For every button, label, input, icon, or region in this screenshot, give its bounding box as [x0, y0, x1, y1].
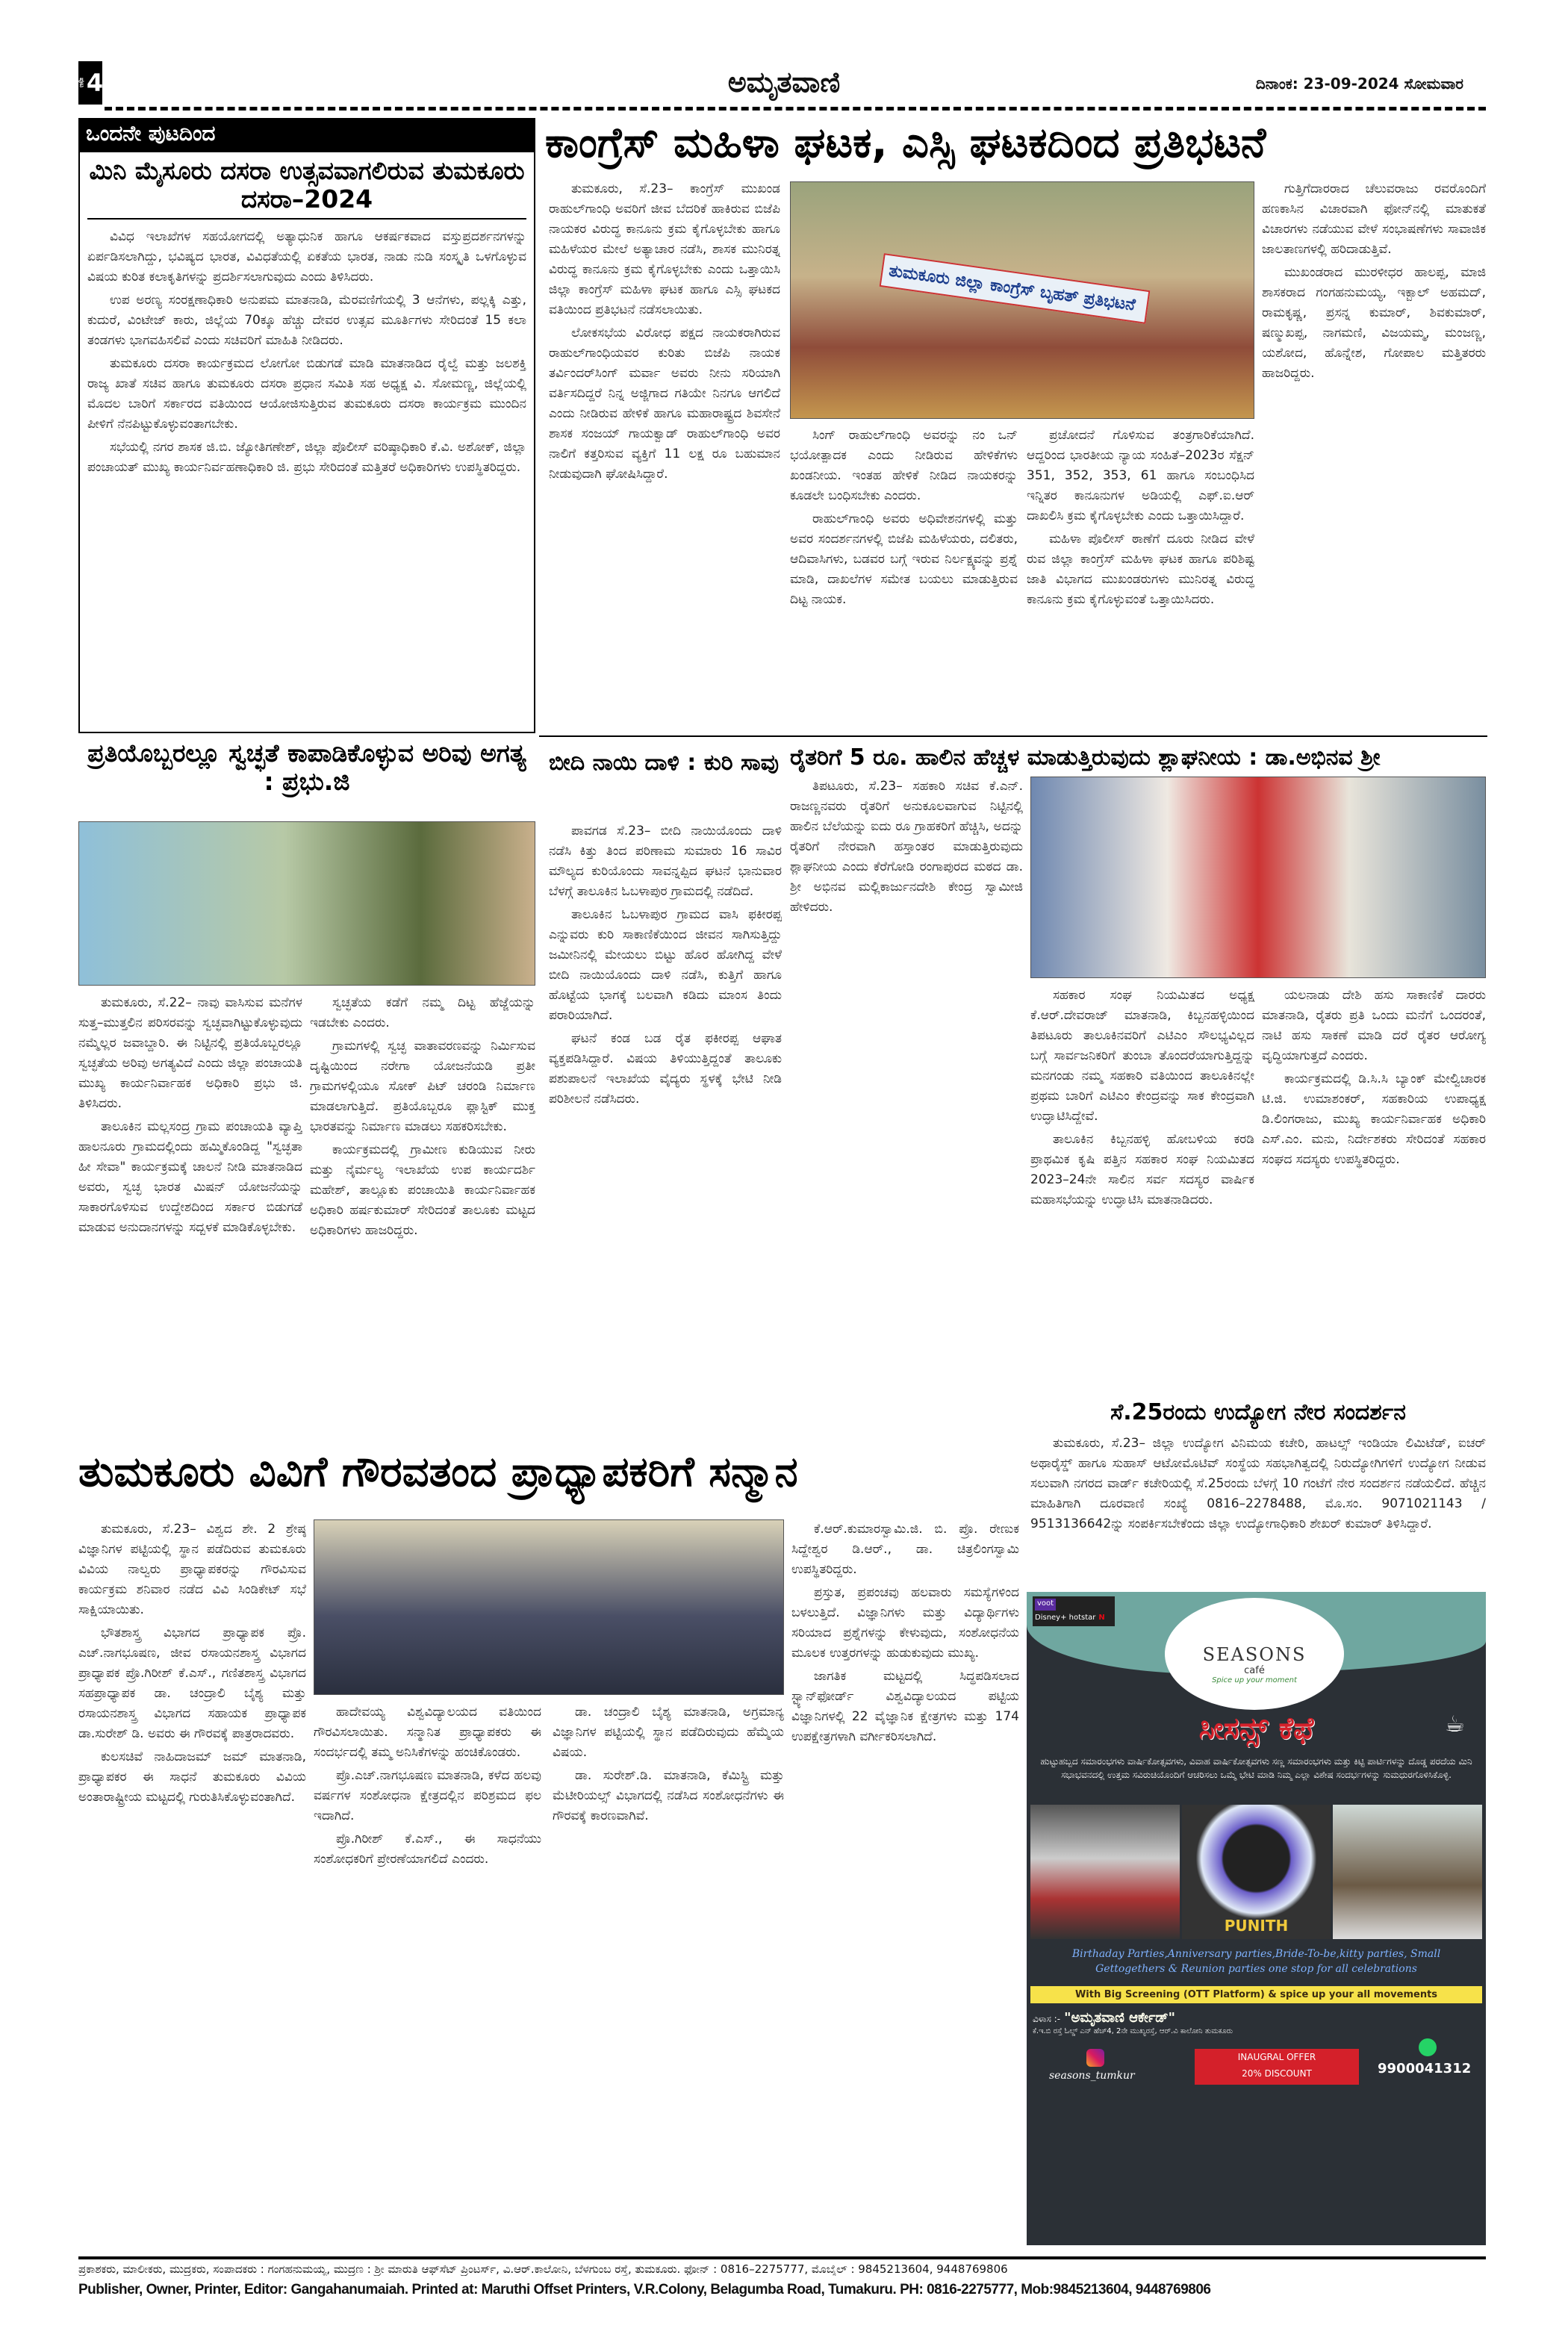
swachhata-col-1: ತುಮಕೂರು, ಸೆ.22– ನಾವು ವಾಸಿಸುವ ಮನೆಗಳ ಸುತ್ತ–ಮುತ್ತಲಿನ ಪರಿಸರವನ್ನು ಸ್ವಚ್ಛವಾಗಿಟ್ಟುಕೊಳ್ಳುವುದು ನಮ್ಮೆಲ್ಲರ ಜವಾಬ್ದಾರಿ. ಈ ನಿಟ್ಟಿನಲ್ಲಿ ಪ್ರತಿಯೊಬ್ಬರಲ್ಲೂ ಸ್ವಚ್ಛತೆಯ ಅರಿವು ಅಗತ್ಯವಿದೆ ಎಂದು ಜಿಲ್ಲಾ ಪಂಚಾಯತಿ ಮುಖ್ಯ ಕಾರ್ಯನಿರ್ವಾಹಕ ಅಧಿಕಾರಿ ಪ್ರಭು ಜಿ. ತಿಳಿಸಿದರು. ತಾಲೂಕಿನ ಮಲ್ಲಸಂದ್ರ ಗ್ರಾಮ ಪಂಚಾಯತಿ ವ್ಯಾಪ್ತಿ ಹಾಲನೂರು ಗ್ರಾಮದಲ್ಲಿಂದು ಹಮ್ಮಿಕೊಂಡಿದ್ದ "ಸ್ವಚ್ಛತಾ ಹೀ ಸೇವಾ" ಕಾರ್ಯಕ್ರಮಕ್ಕೆ ಚಾಲನೆ ನೀಡಿ ಮಾತನಾಡಿದ ಅವರು, ಸ್ವಚ್ಛ ಭಾರತ ಮಿಷನ್ ಯೋಜನೆಯನ್ನು ಸಾಕಾರಗೊಳಿಸುವ ಉದ್ದೇಶದಿಂದ ಸರ್ಕಾರ ಬಿಡುಗಡೆ ಮಾಡುವ ಅನುದಾನಗಳನ್ನು ಸದ್ಬಳಕೆ ಮಾಡಿಕೊಳ್ಳಬೇಕು.: [78, 995, 302, 1235]
paper-name: ಅಮೃತವಾಣಿ: [727, 66, 841, 99]
milk-col-1: ತಿಪಟೂರು, ಸೆ.23– ಸಹಕಾರಿ ಸಚಿವ ಕೆ.ಎನ್. ರಾಜಣ್ಣನವರು ರೈತರಿಗೆ ಅನುಕೂಲವಾಗುವ ನಿಟ್ಟಿನಲ್ಲಿ ಹಾಲಿನ ಬೆಲೆಯನ್ನು ಐದು ರೂ ಗ್ರಾಹಕರಿಗೆ ಹೆಚ್ಚಿಸಿ, ಅದನ್ನು ರೈತರಿಗೆ ನೇರವಾಗಿ ಹಸ್ತಾಂತರ ಮಾಡುತ್ತಿರುವುದು ಶ್ಲಾಘನೀಯ ಎಂದು ಕೆರೆಗೋಡಿ ರಂಗಾಪುರದ ಮಠದ ಡಾ. ಶ್ರೀ ಅಭಿನವ ಮಲ್ಲಿಕಾರ್ಜುನದೇಶಿ ಕೇಂದ್ರ ಸ್ವಾಮೀಜಿ ಹೇಳಿದರು.: [790, 779, 1023, 915]
jobs-headline: ಸೆ.25ರಂದು ಉದ್ಯೋಗ ನೇರ ಸಂದರ್ಶನ: [1110, 1399, 1406, 1425]
coffee-cup-icon: ☕: [1445, 1711, 1465, 1737]
felicitation-headline: ತುಮಕೂರು ವಿವಿಗೆ ಗೌರವತಂದ ಪ್ರಾಧ್ಯಾಪಕರಿಗೆ ಸನ್ಮಾನ: [78, 1448, 798, 1496]
footer-english: Publisher, Owner, Printer, Editor: Gangahanumaiah. Printed at: Maruthi Offset Printers, V.R.Colony, Belagumba Road, Tumakuru. PH: 0816-2275777, Mob:9845213604, 9448769806: [78, 2282, 1211, 2297]
felicitation-col-1: ತುಮಕೂರು, ಸೆ.23– ವಿಶ್ವದ ಶೇ. 2 ಶ್ರೇಷ್ಠ ವಿಜ್ಞಾನಿಗಳ ಪಟ್ಟಿಯಲ್ಲಿ ಸ್ಥಾನ ಪಡೆದಿರುವ ತುಮಕೂರು ವಿವಿಯ ನಾಲ್ವರು ಪ್ರಾಧ್ಯಾಪಕರನ್ನು ಗೌರವಿಸುವ ಕಾರ್ಯಕ್ರಮ ಶನಿವಾರ ನಡೆದ ವಿವಿ ಸಿಂಡಿಕೇಟ್ ಸಭೆ ಸಾಕ್ಷಿಯಾಯಿತು. ಭೌತಶಾಸ್ತ್ರ ವಿಭಾಗದ ಪ್ರಾಧ್ಯಾಪಕ ಪ್ರೊ. ಎಚ್.ನಾಗಭೂಷಣ, ಜೀವ ರಸಾಯನಶಾಸ್ತ್ರ ವಿಭಾಗದ ಪ್ರಾಧ್ಯಾಪಕ ಪ್ರೊ.ಗಿರೀಶ್ ಕೆ.ಎಸ್., ಗಣಿತಶಾಸ್ತ್ರ ವಿಭಾಗದ ಸಹಪ್ರಾಧ್ಯಾಪಕ ಡಾ. ಚಂದ್ರಾಲಿ ಬೈಶ್ಯ ಮತ್ತು ರಸಾಯನಶಾಸ್ತ್ರ ವಿಭಾಗದ ಸಹಾಯಕ ಪ್ರಾಧ್ಯಾಪಕ ಡಾ.ಸುರೇಶ್ ಡಿ. ಅವರು ಈ ಗೌರವಕ್ಕೆ ಪಾತ್ರರಾದವರು. ಕುಲಸಚಿವೆ ನಾಹಿದಾಜಮ್ ಜಮ್ ಮಾತನಾಡಿ, ಪ್ರಾಧ್ಯಾಪಕರ ಈ ಸಾಧನೆ ತುಮಕೂರು ವಿವಿಯ ಅಂತಾರಾಷ್ಟ್ರೀಯ ಮಟ್ಟದಲ್ಲಿ ಗುರುತಿಸಿಕೊಳ್ಳುವಂತಾಗಿದೆ.: [78, 1522, 306, 1805]
whatsapp-icon: [1419, 2038, 1437, 2056]
lead-headline: ಕಾಂಗ್ರೆಸ್ ಮಹಿಳಾ ಘಟಕ, ಎಸ್ಸಿ ಘಟಕದಿಂದ ಪ್ರತಿಭಟನೆ: [545, 119, 1266, 167]
lead-col-2: ಸಿಂಗ್ ರಾಹುಲ್‌ಗಾಂಧಿ ಅವರನ್ನು ನಂ ಒನ್ ಭಯೋತ್ಪಾದಕ ಎಂದು ನೀಡಿರುವ ಹೇಳಿಕೆಗಳು ಖಂಡನೀಯ. ಇಂತಹ ಹೇಳಿಕೆ ನೀಡಿದ ನಾಯಕರನ್ನು ಕೂಡಲೇ ಬಂಧಿಸಬೇಕು ಎಂದರು. ರಾಹುಲ್‌ಗಾಂಧಿ ಅವರು ಅಧಿವೇಶನಗಳಲ್ಲಿ ಮತ್ತು ಅವರ ಸಂದರ್ಶನಗಳಲ್ಲಿ ಬಿಜೆಪಿ ಮಹಿಳೆಯರು, ದಲಿತರು, ಆದಿವಾಸಿಗಳು, ಬಡವರ ಬಗ್ಗೆ ಇರುವ ನಿರ್ಲಕ್ಷ್ಯವನ್ನು ಪ್ರಶ್ನೆ ಮಾಡಿ, ದಾಖಲೆಗಳ ಸಮೇತ ಬಯಲು ಮಾಡುತ್ತಿರುವ ದಿಟ್ಟ ನಾಯಕ.: [790, 428, 1018, 607]
ott-banner: With Big Screening (OTT Platform) & spice up your all movements: [1030, 1986, 1482, 2003]
swachhata-headline: ಪ್ರತಿಯೊಬ್ಬರಲ್ಲೂ ಸ್ವಚ್ಛತೆ ಕಾಪಾಡಿಕೊಳ್ಳುವ ಅರಿವು ಅಗತ್ಯ : ಪ್ರಭು.ಜಿ: [87, 738, 526, 796]
milk-headline: ರೈತರಿಗೆ 5 ರೂ. ಹಾಲಿನ ಹೆಚ್ಚಳ ಮಾಡುತ್ತಿರುವುದು ಶ್ಲಾಘನೀಯ : ಡಾ.ಅಭಿನವ ಶ್ರೀ: [790, 744, 1381, 771]
section-banner: ಒಂದನೇ ಪುಟದಿಂದ: [78, 118, 535, 151]
ad-phone: 9900041312: [1378, 2061, 1472, 2076]
footer-kannada: ಪ್ರಕಾಶಕರು, ಮಾಲೀಕರು, ಮುದ್ರಕರು, ಸಂಪಾದಕರು : ಗಂಗಹನುಮಯ್ಯ, ಮುದ್ರಣ : ಶ್ರೀ ಮಾರುತಿ ಆಫ್‌ಸೆಟ್ ಪ್ರಿಂಟರ್ಸ್, ವಿ.ಆರ್.ಕಾಲೋನಿ, ಬೆಳಗುಂಬ ರಸ್ತೆ, ತುಮಕೂರು. ಫೋನ್ : 0816–2275777, ಮೊಬೈಲ್ : 9845213604, 9448769806: [78, 2262, 1008, 2276]
column-divider: [539, 735, 1487, 737]
felicitation-col-2: ಹಾದೇವಯ್ಯ ವಿಶ್ವವಿದ್ಯಾಲಯದ ವತಿಯಿಂದ ಗೌರವಿಸಲಾಯಿತು. ಸನ್ಮಾನಿತ ಪ್ರಾಧ್ಯಾಪಕರು ಈ ಸಂದರ್ಭದಲ್ಲಿ ತಮ್ಮ ಅನಿಸಿಕೆಗಳನ್ನು ಹಂಚಿಕೊಂಡರು. ಪ್ರೊ.ಎಚ್.ನಾಗಭೂಷಣ ಮಾತನಾಡಿ, ಕಳೆದ ಹಲವು ವರ್ಷಗಳ ಸಂಶೋಧನಾ ಕ್ಷೇತ್ರದಲ್ಲಿನ ಪರಿಶ್ರಮದ ಫಲ ಇದಾಗಿದೆ. ಪ್ರೊ.ಗಿರೀಶ್ ಕೆ.ಎಸ್., ಈ ಸಾಧನೆಯು ಸಂಶೋಧಕರಿಗೆ ಪ್ರೇರಣೆಯಾಗಲಿದೆ ಎಂದರು.: [314, 1705, 541, 1867]
swachhata-col-2: ಸ್ವಚ್ಛತೆಯ ಕಡೆಗೆ ನಮ್ಮ ದಿಟ್ಟ ಹೆಜ್ಜೆಯನ್ನು ಇಡಬೇಕು ಎಂದರು. ಗ್ರಾಮಗಳಲ್ಲಿ ಸ್ವಚ್ಛ ವಾತಾವರಣವನ್ನು ನಿರ್ಮಿಸುವ ದೃಷ್ಟಿಯಿಂದ ನರೇಗಾ ಯೋಜನೆಯಡಿ ಪ್ರತೀ ಗ್ರಾಮಗಳಲ್ಲಿಯೂ ಸೋಕ್ ಪಿಟ್ ಚರಂಡಿ ನಿರ್ಮಾಣ ಮಾಡಲಾಗುತ್ತಿದೆ. ಪ್ರತಿಯೊಬ್ಬರೂ ಪ್ಲಾಸ್ಟಿಕ್ ಮುಕ್ತ ಭಾರತವನ್ನು ನಿರ್ಮಾಣ ಮಾಡಲು ಸಹಕರಿಸಬೇಕು. ಕಾರ್ಯಕ್ರಮದಲ್ಲಿ ಗ್ರಾಮೀಣ ಕುಡಿಯುವ ನೀರು ಮತ್ತು ನೈರ್ಮಲ್ಯ ಇಲಾಖೆಯ ಉಪ ಕಾರ್ಯದರ್ಶಿ ಮಹೇಶ್, ತಾಲ್ಲೂಕು ಪಂಚಾಯಿತಿ ಕಾರ್ಯನಿರ್ವಾಹಕ ಅಧಿಕಾರಿ ಹರ್ಷಕುಮಾರ್ ಸೇರಿದಂತೆ ತಾಲೂಕು ಮಟ್ಟದ ಅಧಿಕಾರಿಗಳು ಹಾಜರಿದ್ದರು.: [310, 995, 535, 1238]
ad-description: ಹುಟ್ಟುಹಬ್ಬದ ಸಮಾರಂಭಗಳು ವಾರ್ಷಿಕೋತ್ಸವಗಳು, ವಿವಾಹ ವಾರ್ಷಿಕೋತ್ಸವಗಳು ಸಣ್ಣ ಸಮಾರಂಭಗಳು ಮತ್ತು ಕಿಟ್ಟಿ ಪಾರ್ಟಿಗಳನ್ನು ದೊಡ್ಡ ಪರದೆಯ ಮಿನಿ ಸಭಾಭವನದಲ್ಲಿ ಉತ್ತಮ ಸವಿರುಚಿಯೊಂದಿಗೆ ಆಚರಿಸಲು ಒಮ್ಮೆ ಭೇಟಿ ಮಾಡಿ ನಿಮ್ಮ ಎಲ್ಲಾ ವಿಶೇಷ ಸಂದರ್ಭಗಳನ್ನು ಸುಮಧುರಗೊಳಿಸಿಕೊಳ್ಳಿ.: [1040, 1756, 1472, 1780]
felicitation-col-3: ಡಾ. ಚಂದ್ರಾಲಿ ಬೈಶ್ಯ ಮಾತನಾಡಿ, ಅಗ್ರಮಾನ್ಯ ವಿಜ್ಞಾನಿಗಳ ಪಟ್ಟಿಯಲ್ಲಿ ಸ್ಥಾನ ಪಡೆದಿರುವುದು ಹೆಮ್ಮೆಯ ವಿಷಯ. ಡಾ. ಸುರೇಶ್.ಡಿ. ಮಾತನಾಡಿ, ಕೆಮಿಸ್ಟ್ರಿ ಮತ್ತು ಮೆಟೀರಿಯಲ್ಸ್ ವಿಭಾಗದಲ್ಲಿ ನಡೆಸಿದ ಸಂಶೋಧನೆಗಳು ಈ ಗೌರವಕ್ಕೆ ಕಾರಣವಾಗಿವೆ.: [553, 1705, 784, 1823]
stray-dog-body: ಪಾವಗಡ ಸೆ.23– ಬೀದಿ ನಾಯಿಯೊಂದು ದಾಳಿ ನಡೆಸಿ ಕಿತ್ತು ತಿಂದ ಪರಿಣಾಮ ಸುಮಾರು 16 ಸಾವಿರ ಮೌಲ್ಯದ ಕುರಿಯೊಂದು ಸಾವನ್ನಪ್ಪಿದ ಘಟನೆ ಭಾನುವಾರ ಬೆಳಗ್ಗೆ ತಾಲೂಕಿನ ಓಬಳಾಪುರ ಗ್ರಾಮದಲ್ಲಿ ನಡೆದಿದೆ. ತಾಲೂಕಿನ ಓಬಳಾಪುರ ಗ್ರಾಮದ ವಾಸಿ ಫಕೀರಪ್ಪ ಎನ್ನುವರು ಕುರಿ ಸಾಕಾಣಿಕೆಯಿಂದ ಜೀವನ ಸಾಗಿಸುತ್ತಿದ್ದು ಜಮೀನಿನಲ್ಲಿ ಮೇಯಲು ಬಿಟ್ಟು ಹೊರ ಹೋಗಿದ್ದ ವೇಳೆ ಬೀದಿ ನಾಯಿಯೊಂದು ದಾಳಿ ನಡೆಸಿ, ಕುತ್ತಿಗೆ ಹಾಗೂ ಹೊಟ್ಟೆಯ ಭಾಗಕ್ಕೆ ಬಲವಾಗಿ ಕಡಿದು ಮಾಂಸ ತಿಂದು ಪರಾರಿಯಾಗಿದೆ. ಘಟನೆ ಕಂಡ ಬಡ ರೈತ ಫಕೀರಪ್ಪ ಆಘಾತ ವ್ಯಕ್ತಪಡಿಸಿದ್ದಾರೆ. ವಿಷಯ ತಿಳಿಯುತ್ತಿದ್ದಂತೆ ತಾಲೂಕು ಪಶುಪಾಲನೆ ಇಲಾಖೆಯ ವೈದ್ಯರು ಸ್ಥಳಕ್ಕೆ ಭೇಟಿ ನೀಡಿ ಪರಿಶೀಲನೆ ನಡೆಸಿದರು.: [549, 824, 782, 1107]
page-number-box: [78, 61, 102, 105]
milk-photo: [1030, 777, 1486, 978]
address-block: ವಿಳಾಸ :- "ಅಮೃತವಾಣಿ ಆರ್ಕೇಡ್" ಕೆ.ಇ.ಬಿ ರಸ್ತೆ ಓಲ್ಡ್ ಎನ್ ಹೆಚ್4, 2ನೇ ಮುಖ್ಯರಸ್ತೆ, ಆರ್.ವಿ ಕಾಲೋನಿ ತುಮಕೂರು: [1033, 2010, 1233, 2035]
venue-photos: [1030, 1805, 1482, 1939]
protest-photo: [790, 181, 1254, 419]
milk-col-3: ಯಲನಾಡು ದೇಶಿ ಹಸು ಸಾಕಾಣಿಕೆ ದಾರರು ಮಾತನಾಡಿ, ರೈತರು ಪ್ರತಿ ಒಂದು ಮನೆಗೆ ಒಂದರಂತೆ, ನಾಟಿ ಹಸು ಸಾಕಣೆ ಮಾಡಿ ದರೆ ರೈತರ ಆರೋಗ್ಯ ವೃದ್ಧಿಯಾಗುತ್ತದೆ ಎಂದರು. ಕಾರ್ಯಕ್ರಮದಲ್ಲಿ ಡಿ.ಸಿ.ಸಿ ಬ್ಯಾಂಕ್ ಮೇಲ್ವಿಚಾರಕ ಟಿ.ಜಿ. ಉಮಾಶಂಕರ್, ಸಹಕಾರಿಯ ಉಪಾಧ್ಯಕ್ಷ ಡಿ.ಲಿಂಗರಾಜು, ಮುಖ್ಯ ಕಾರ್ಯನಿರ್ವಾಹಕ ಅಧಿಕಾರಿ ಎಸ್.ಎಂ. ಮನು, ನಿರ್ದೇಶಕರು ಸೇರಿದಂತೆ ಸಹಕಾರ ಸಂಘದ ಸದಸ್ಯರು ಉಪಸ್ಥಿತರಿದ್ದರು.: [1262, 988, 1486, 1167]
jobs-body: ತುಮಕೂರು, ಸೆ.23– ಜಿಲ್ಲಾ ಉದ್ಯೋಗ ವಿನಿಮಯ ಕಚೇರಿ, ಹಾಟಲ್ಸ್ ಇಂಡಿಯಾ ಲಿಮಿಟೆಡ್, ಐಚರ್ ಅಥಾರೈಸ್ಡ್ ಹಾಗೂ ಸುಹಾಸ್ ಆಟೋಮೊಟಿವ್ ಸಂಸ್ಥೆಯ ಸಹಭಾಗಿತ್ವದಲ್ಲಿ ನಿರುದ್ಯೋಗಿಗಳಿಗೆ ಉದ್ಯೋಗ ನೀಡುವ ಸಲುವಾಗಿ ನಗರದ ವಾರ್ಡ್ ಕಚೇರಿಯಲ್ಲಿ ಸೆ.25ರಂದು ಬೆಳಗ್ಗೆ 10 ಗಂಟೆಗೆ ನೇರ ಸಂದರ್ಶನ ನಡೆಯಲಿದೆ. ಹೆಚ್ಚಿನ ಮಾಹಿತಿಗಾಗಿ ದೂರವಾಣಿ ಸಂಖ್ಯೆ 0816–2278488, ಮೊ.ಸಂ. 9071021143 / 9513136642ನ್ನು ಸಂಪರ್ಕಿಸಬೇಕೆಂದು ಜಿಲ್ಲಾ ಉದ್ಯೋಗಾಧಿಕಾರಿ ಶೇಖರ್ ಕುಮಾರ್ ತಿಳಿಸಿದ್ದಾರೆ.: [1030, 1436, 1486, 1531]
instagram-handle: seasons_tumkur: [1049, 2070, 1135, 2082]
ott-logos: voot Disney+ hotstar N: [1033, 1596, 1115, 1626]
felicitation-col-4: ಕೆ.ಆರ್.ಕುಮಾರಸ್ವಾಮಿ.ಜಿ. ಬಿ. ಪ್ರೊ. ರೇಣುಕ ಸಿದ್ದೇಶ್ವರ ಡಿ.ಆರ್., ಡಾ. ಚಿತ್ರಲಿಂಗಸ್ವಾಮಿ ಉಪಸ್ಥಿತರಿದ್ದರು. ಪ್ರಸ್ತುತ, ಪ್ರಪಂಚವು ಹಲವಾರು ಸಮಸ್ಯೆಗಳಿಂದ ಬಳಲುತ್ತಿದೆ. ವಿಜ್ಞಾನಿಗಳು ಮತ್ತು ವಿದ್ಯಾರ್ಥಿಗಳು ಸರಿಯಾದ ಪ್ರಶ್ನೆಗಳನ್ನು ಕೇಳುವುದು, ಸಂಶೋಧನೆಯ ಮೂಲಕ ಉತ್ತರಗಳನ್ನು ಹುಡುಕುವುದು ಮುಖ್ಯ. ಜಾಗತಿಕ ಮಟ್ಟದಲ್ಲಿ ಸಿದ್ಧಪಡಿಸಲಾದ ಸ್ಟ್ಯಾನ್‌ಫೋರ್ಡ್ ವಿಶ್ವವಿದ್ಯಾಲಯದ ಪಟ್ಟಿಯ ವಿಜ್ಞಾನಿಗಳಲ್ಲಿ 22 ವೈಜ್ಞಾನಿಕ ಕ್ಷೇತ್ರಗಳು ಮತ್ತು 174 ಉಪಕ್ಷೇತ್ರಗಳಾಗಿ ವರ್ಗೀಕರಿಸಲಾಗಿದೆ.: [791, 1522, 1019, 1744]
article-body: ವಿವಿಧ ಇಲಾಖೆಗಳ ಸಹಯೋಗದಲ್ಲಿ ಅತ್ಯಾಧುನಿಕ ಹಾಗೂ ಆಕರ್ಷಕವಾದ ವಸ್ತುಪ್ರದರ್ಶನಗಳನ್ನು ಏರ್ಪಡಿಸಲಾಗಿದ್ದು, ಭವಿಷ್ಯದ ಭಾರತ, ವಿವಿಧತೆಯಲ್ಲಿ ಏಕತೆಯ ಭಾರತ, ನಾಡು ನುಡಿ ಸಂಸ್ಕೃತಿ ಒಳಗೊಳ್ಳುವ ವಿಷಯ ಕುರಿತ ಕಲಾಕೃತಿಗಳನ್ನು ಪ್ರದರ್ಶಿಸಲಾಗುವುದು ಎಂದು ತಿಳಿಸಿದರು. ಉಪ ಅರಣ್ಯ ಸಂರಕ್ಷಣಾಧಿಕಾರಿ ಅನುಪಮ ಮಾತನಾಡಿ, ಮೆರವಣಿಗೆಯಲ್ಲಿ 3 ಆನೆಗಳು, ಪಲ್ಲಕ್ಕಿ ಎತ್ತು, ಕುದುರೆ, ವಿಂಟೇಜ್ ಕಾರು, ಜಿಲ್ಲೆಯ 70ಕ್ಕೂ ಹೆಚ್ಚು ದೇವರ ಉತ್ಸವ ಮೂರ್ತಿಗಳು ಸೇರಿದಂತೆ 15 ಕಲಾ ತಂಡಗಳು ಭಾಗವಹಿಸಲಿವೆ ಎಂದು ಸಚಿವರಿಗೆ ಮಾಹಿತಿ ನೀಡಿದರು. ತುಮಕೂರು ದಸರಾ ಕಾರ್ಯಕ್ರಮದ ಲೋಗೋ ಬಿಡುಗಡೆ ಮಾಡಿ ಮಾತನಾಡಿದ ರೈಲ್ವೆ ಮತ್ತು ಜಲಶಕ್ತಿ ರಾಜ್ಯ ಖಾತೆ ಸಚಿವ ಹಾಗೂ ತುಮಕೂರು ದಸರಾ ಪ್ರಧಾನ ಸಮಿತಿ ಸಹ ಅಧ್ಯಕ್ಷ ವಿ. ಸೋಮಣ್ಣ, ಜಿಲ್ಲೆಯಲ್ಲಿ ಮೊದಲ ಬಾರಿಗೆ ಸರ್ಕಾರದ ವತಿಯಿಂದ ಆಯೋಜಿಸುತ್ತಿರುವ ತುಮಕೂರು ದಸರಾ ಕಾರ್ಯಕ್ರಮ ಮುಂದಿನ ಪೀಳಿಗೆ ನೆನಪಿಟ್ಟುಕೊಳ್ಳುವಂತಾಗಬೇಕು. ಸಭೆಯಲ್ಲಿ ನಗರ ಶಾಸಕ ಜಿ.ಬಿ. ಜ್ಯೋತಿಗಣೇಶ್, ಜಿಲ್ಲಾ ಪೊಲೀಸ್ ವರಿಷ್ಠಾಧಿಕಾರಿ ಕೆ.ವಿ. ಅಶೋಕ್, ಜಿಲ್ಲಾ ಪಂಚಾಯತ್ ಮುಖ್ಯ ಕಾರ್ಯನಿರ್ವಹಣಾಧಿಕಾರಿ ಜಿ. ಪ್ರಭು ಸೇರಿದಂತೆ ಮತ್ತಿತರೆ ಅಧಿಕಾರಿಗಳು ಉಪಸ್ಥಿತರಿದ್ದರು.: [87, 228, 526, 475]
brand-kannada: ಸೀಸನ್ಸ್ ಕೆಫೆ: [1198, 1711, 1314, 1746]
offer-ribbon: INAUGRAL OFFER 20% DISCOUNT: [1195, 2049, 1359, 2085]
left-box: [78, 151, 535, 733]
photo-balloon-arch: PUNITH: [1182, 1805, 1331, 1939]
photo-dining: [1333, 1805, 1482, 1939]
issue-date: ದಿನಾಂಕ: 23-09-2024 ಸೋಮವಾರ: [1255, 75, 1463, 93]
cafe-logo: SEASONS café Spice up your moment: [1165, 1598, 1344, 1710]
protest-banner: ತುಮಕೂರು ಜಿಲ್ಲಾ ಕಾಂಗ್ರೆಸ್ ಬೃಹತ್ ಪ್ರತಿಭಟನೆ: [880, 253, 1151, 324]
events-text: Birthaday Parties,Anniversary parties,Bride-To-be,kitty parties, Small Gettogethers & Reunion parties one stop for all celebrations: [1071, 1948, 1441, 1975]
felicitation-photo: [314, 1519, 784, 1695]
instagram-icon: [1086, 2049, 1104, 2067]
swachhata-photo: [78, 821, 535, 986]
stray-dog-headline: ಬೀದಿ ನಾಯಿ ದಾಳಿ : ಕುರಿ ಸಾವು: [548, 750, 780, 776]
photo-hall: [1030, 1805, 1180, 1939]
footer-rule: [78, 2256, 1486, 2259]
page-label: ಪುಟ: [77, 78, 85, 88]
page-number: 4: [86, 69, 104, 97]
article-headline: ಮಿನಿ ಮೈಸೂರು ದಸರಾ ಉತ್ಸವವಾಗಲಿರುವ ತುಮಕೂರು ದಸರಾ–2024: [87, 157, 526, 220]
lead-col-1: ತುಮಕೂರು, ಸೆ.23– ಕಾಂಗ್ರೆಸ್ ಮುಖಂಡ ರಾಹುಲ್‌ಗಾಂಧಿ ಅವರಿಗೆ ಜೀವ ಬೆದರಿಕೆ ಹಾಕಿರುವ ಬಿಜೆಪಿ ನಾಯಕರ ವಿರುದ್ಧ ಕಾನೂನು ಕ್ರಮ ಕೈಗೊಳ್ಳಬೇಕು ಹಾಗೂ ಮಹಿಳೆಯರ ಮೇಲೆ ಅತ್ಯಾಚಾರ ನಡೆಸಿ, ಶಾಸಕ ಮುನಿರತ್ನ ವಿರುದ್ಧ ಕಾನೂನು ಕ್ರಮ ಕೈಗೊಳ್ಳಬೇಕು ಎಂದು ಒತ್ತಾಯಿಸಿ ಜಿಲ್ಲಾ ಕಾಂಗ್ರೆಸ್ ಮಹಿಳಾ ಘಟಕ ಹಾಗೂ ಎಸ್ಸಿ ಘಟಕದ ವತಿಯಿಂದ ಪ್ರತಿಭಟನೆ ನಡೆಸಲಾಯಿತು. ಲೋಕಸಭೆಯ ವಿರೋಧ ಪಕ್ಷದ ನಾಯಕರಾಗಿರುವ ರಾಹುಲ್‌ಗಾಂಧಿಯವರ ಕುರಿತು ಬಿಜೆಪಿ ನಾಯಕ ತರ್ವಿಂದರ್‌ಸಿಂಗ್ ಮರ್ವಾ ಅವರು ನೀನು ಸರಿಯಾಗಿ ವರ್ತಿಸದಿದ್ದರೆ ನಿನ್ನ ಅಜ್ಜಿಗಾದ ಗತಿಯೇ ನಿನಗೂ ಆಗಲಿದೆ ಎಂದು ನೀಡಿರುವ ಹೇಳಿಕೆ ಹಾಗೂ ಮಹಾರಾಷ್ಟ್ರದ ಶಿವಸೇನೆ ಶಾಸಕ ಸಂಜಯ್ ಗಾಯಕ್ವಾಡ್ ರಾಹುಲ್‌ಗಾಂಧಿ ಅವರ ನಾಲಿಗೆ ಕತ್ತರಿಸುವ ವ್ಯಕ್ತಿಗೆ 11 ಲಕ್ಷ ರೂ ಬಹುಮಾನ ನೀಡುವುದಾಗಿ ಘೋಷಿಸಿದ್ದಾರೆ.: [549, 181, 780, 482]
masthead-divider: [105, 107, 1486, 111]
milk-col-2: ಸಹಕಾರ ಸಂಘ ನಿಯಮಿತದ ಅಧ್ಯಕ್ಷ ಕೆ.ಆರ್.ದೇವರಾಜ್ ಮಾತನಾಡಿ, ಕಿಬ್ಬನಹಳ್ಳಿಯಿಂದ ತಿಪಟೂರು ತಾಲೂಕಿನವರಿಗೆ ಎಟಿಎಂ ಸೌಲಭ್ಯವಿಲ್ಲದ ಬಗ್ಗೆ ಸಾರ್ವಜನಿಕರಿಗೆ ತುಂಬಾ ತೊಂದರೆಯಾಗುತ್ತಿದ್ದನ್ನು ಮನಗಂಡು ನಮ್ಮ ಸಹಕಾರಿ ವತಿಯಿಂದ ತಾಲೂಕಿನಲ್ಲೇ ಪ್ರಥಮ ಬಾರಿಗೆ ಎಟಿಎಂ ಕೇಂದ್ರವನ್ನು ಸಾಕ ಕೇಂದ್ರವಾಗಿ ಉದ್ಘಾಟಿಸಿದ್ದೇವೆ. ತಾಲೂಕಿನ ಕಿಬ್ಬನಹಳ್ಳಿ ಹೋಬಳಿಯ ಕರಡಿ ಪ್ರಾಥಮಿಕ ಕೃಷಿ ಪತ್ತಿನ ಸಹಕಾರ ಸಂಘ ನಿಯಮಿತದ 2023–24ನೇ ಸಾಲಿನ ಸರ್ವ ಸದಸ್ಯರ ವಾರ್ಷಿಕ ಮಹಾಸಭೆಯನ್ನು ಉದ್ಘಾಟಿಸಿ ಮಾತನಾಡಿದರು.: [1030, 988, 1254, 1207]
seasons-cafe-ad: [1027, 1592, 1486, 2245]
lead-col-4: ಗುತ್ತಿಗೆದಾರರಾದ ಚೆಲುವರಾಜು ರವರೊಂದಿಗೆ ಹಣಕಾಸಿನ ವಿಚಾರವಾಗಿ ಫೋನ್‌ನಲ್ಲಿ ಮಾತುಕತೆ ವಿಚಾರಗಳು ನಡೆಯುವ ವೇಳೆ ಸಂಭಾಷಣೆಗಳು ಸಾವಾಜಿಕ ಜಾಲತಾಣಗಳಲ್ಲಿ ಹರಿದಾಡುತ್ತಿವೆ. ಮುಖಂಡರಾದ ಮುರಳೀಧರ ಹಾಲಪ್ಪ, ಮಾಜಿ ಶಾಸಕರಾದ ಗಂಗಹನುಮಯ್ಯ, ಇಕ್ಬಾಲ್ ಅಹಮದ್, ರಾಮಕೃಷ್ಣ, ಪ್ರಸನ್ನ ಕುಮಾರ್, ಶಿವಕುಮಾರ್, ಷಣ್ಮುಖಪ್ಪ, ನಾಗಮಣಿ, ವಿಜಯಮ್ಮ, ಮಂಜಣ್ಣ, ಯಶೋದ, ಹೊನ್ನೇಶ, ಗೋಪಾಲ ಮತ್ತಿತರರು ಹಾಜರಿದ್ದರು.: [1262, 181, 1486, 381]
lead-col-3: ಪ್ರಚೋದನೆ ಗೊಳಿಸುವ ತಂತ್ರಗಾರಿಕೆಯಾಗಿದೆ. ಆದ್ದರಿಂದ ಭಾರತೀಯ ನ್ಯಾಯ ಸಂಹಿತೆ–2023ರ ಸೆಕ್ಷನ್ 351, 352, 353, 61 ಹಾಗೂ ಸಂಬಂಧಿಸಿದ ಇನ್ನಿತರ ಕಾನೂನುಗಳ ಅಡಿಯಲ್ಲಿ ಎಫ್.ಐ.ಆರ್ ದಾಖಲಿಸಿ ಕ್ರಮ ಕೈಗೊಳ್ಳಬೇಕು ಎಂದು ಒತ್ತಾಯಿಸಿದ್ದಾರೆ. ಮಹಿಳಾ ಪೊಲೀಸ್ ಠಾಣೆಗೆ ದೂರು ನೀಡಿದ ವೇಳೆ ರುವ ಜಿಲ್ಲಾ ಕಾಂಗ್ರೆಸ್ ಮಹಿಳಾ ಘಟಕ ಹಾಗೂ ಪರಿಶಿಷ್ಟ ಜಾತಿ ವಿಭಾಗದ ಮುಖಂಡರುಗಳು ಮುನಿರತ್ನ ವಿರುದ್ಧ ಕಾನೂನು ಕ್ರಮ ಕೈಗೊಳ್ಳುವಂತೆ ಒತ್ತಾಯಿಸಿದರು.: [1027, 428, 1254, 607]
